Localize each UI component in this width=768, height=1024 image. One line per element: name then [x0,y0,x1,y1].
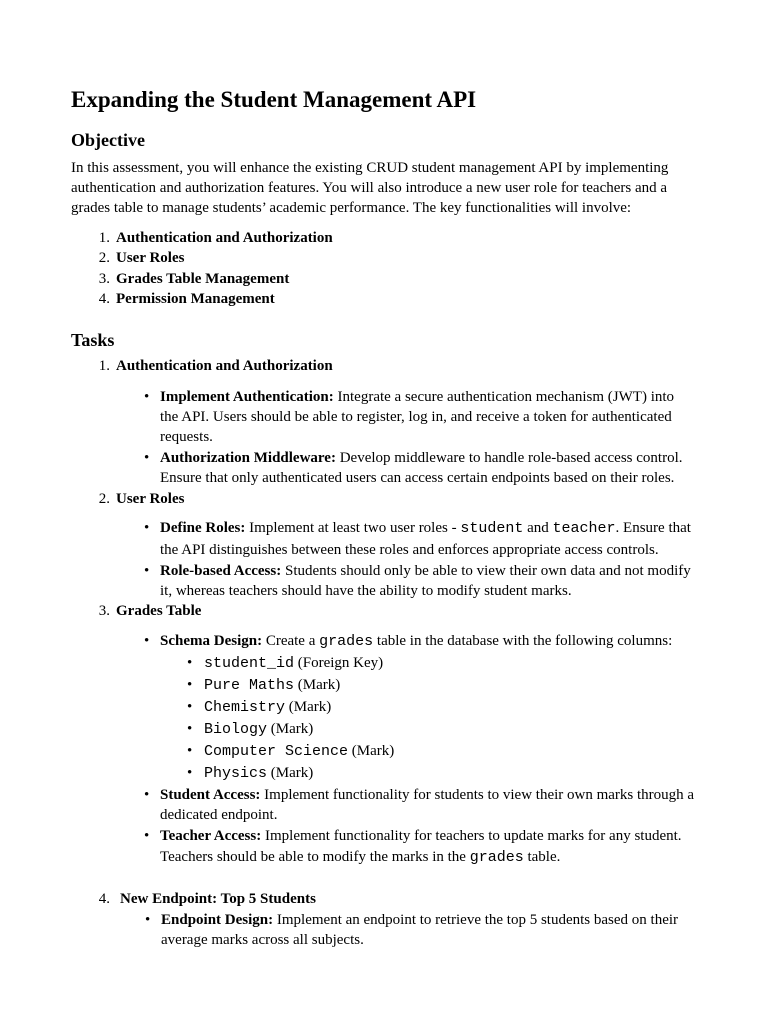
bullet-label: Define Roles: [160,520,246,536]
task-title: New Endpoint: Top 5 Students [120,891,316,907]
column-note: (Mark) [270,765,314,781]
task-bullet-line [160,561,691,581]
bullet-label: Role-based Access: [160,563,282,579]
task-bullet-line: the API distinguishes between these roles and enforces appropriate access controls. [160,542,659,558]
task-bullet-line [160,448,683,468]
column-item [204,719,313,740]
code-grades: grades [319,633,374,650]
task-bullet-line: requests. [160,429,213,445]
task-bullet-line: average marks across all subjects. [161,932,364,948]
task-bullet-line: dedicated endpoint. [160,807,278,823]
list-number: 4. [98,291,110,307]
task-bullet-line [160,518,691,539]
column-item [204,653,383,674]
column-note: (Mark) [270,721,314,737]
sub-bullet: • [187,743,193,759]
sub-bullet: • [187,655,193,671]
bullet-label: Schema Design: [160,633,263,649]
task-number: 1. [98,358,110,374]
bullet: • [144,389,150,405]
sub-bullet: • [187,699,193,715]
bullet-label: Endpoint Design: [161,912,274,928]
objective-item: User Roles [116,250,185,266]
task-bullet-line [161,910,678,930]
bullet-text: and [527,520,549,536]
bullet-text: Implement functionality for teachers to update marks for any student. [264,828,682,844]
page-title: Expanding the Student Management API [71,87,477,112]
bullet: • [144,633,150,649]
bullet-text: Implement functionality for students to view their own marks through a [264,787,695,803]
task-bullet-line [160,785,694,805]
column-code: Computer Science [204,743,349,760]
bullet-text: Integrate a secure authentication mechanism (JWT) into [337,389,675,405]
sub-bullet: • [187,677,193,693]
bullet-label: Authorization Middleware: [160,450,336,466]
task-title: User Roles [116,491,185,507]
tasks-heading: Tasks [71,330,115,350]
objective-heading: Objective [71,130,145,150]
task-bullet-line: it, whereas teachers should have the ability to modify student marks. [160,583,572,599]
bullet: • [144,787,150,803]
column-note: (Foreign Key) [297,655,384,671]
bullet-text: Implement at least two user roles - [249,520,457,536]
column-code: student_id [204,655,295,672]
list-number: 3. [98,271,110,287]
column-item [204,763,313,784]
task-bullet-line: the API. Users should be able to register, log in, and receive a token for authenticated [160,409,672,425]
list-number: 1. [98,230,110,246]
bullet-label: Implement Authentication: [160,389,334,405]
task-bullet-line [160,847,560,868]
column-note: (Mark) [351,743,395,759]
column-item [204,675,340,696]
task-bullet-line [160,826,682,846]
column-code: Biology [204,721,268,738]
task-number: 4. [98,891,110,907]
column-note: (Mark) [297,677,341,693]
list-number: 2. [98,250,110,266]
bullet: • [144,520,150,536]
column-item [204,741,394,762]
objective-item: Authentication and Authorization [116,230,333,246]
objective-item: Grades Table Management [116,271,290,287]
bullet: • [144,450,150,466]
objective-paragraph-line: In this assessment, you will enhance the existing CRUD student management API by implementing [71,160,669,176]
task-number: 3. [98,603,110,619]
bullet: • [145,912,151,928]
column-code: Chemistry [204,699,286,716]
bullet-text: Students should only be able to view their own data and not modify [284,563,691,579]
column-note: (Mark) [288,699,332,715]
bullet-text: Develop middleware to handle role-based access control. [339,450,683,466]
bullet-text: Teachers should be able to modify the marks in the [160,849,466,865]
bullet-text: table in the database with the following columns: [376,633,673,649]
objective-paragraph-line: grades table to manage students’ academic performance. The key functionalities will involve: [71,200,632,216]
task-title: Grades Table [116,603,202,619]
bullet-text: . Ensure that [615,520,691,536]
bullet-label: Student Access: [160,787,261,803]
bullet-text: Create a [265,633,316,649]
bullet-text: table. [527,849,561,865]
sub-bullet: • [187,765,193,781]
task-title: Authentication and Authorization [116,358,333,374]
objective-paragraph-line: authentication and authorization features. You will also introduce a new user role for teachers and a [71,180,668,196]
objective-item: Permission Management [116,291,275,307]
column-item [204,697,331,718]
sub-bullet: • [187,721,193,737]
code-grades: grades [469,849,524,866]
column-code: Physics [204,765,268,782]
task-bullet-line [160,631,672,652]
code-student: student [460,520,524,537]
bullet-label: Teacher Access: [160,828,262,844]
task-bullet-line: Ensure that only authenticated users can access certain endpoints based on their roles. [160,470,675,486]
task-number: 2. [98,491,110,507]
bullet: • [144,828,150,844]
column-code: Pure Maths [204,677,295,694]
bullet: • [144,563,150,579]
bullet-text: Implement an endpoint to retrieve the top 5 students based on their [276,912,679,928]
task-bullet-line [160,387,674,407]
code-teacher: teacher [552,520,616,537]
